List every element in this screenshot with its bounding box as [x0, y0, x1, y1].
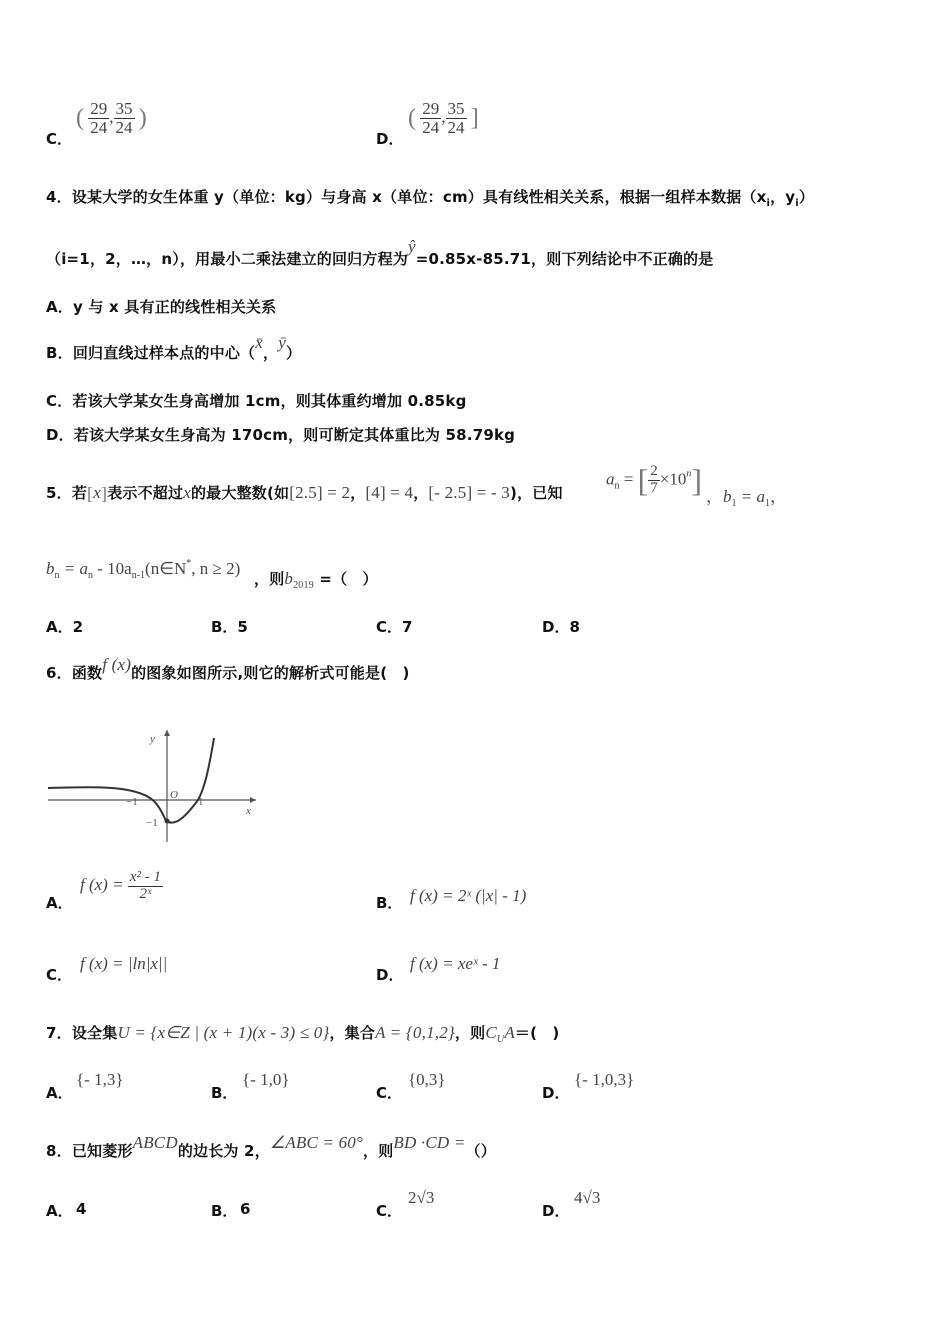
- subscript: 2019: [293, 580, 314, 591]
- fraction-numerator: x² - 1: [129, 869, 161, 885]
- question-6-option-d-expr: f (x) = xeˣ - 1: [410, 954, 501, 973]
- question-5-option-b: B．5: [211, 618, 248, 636]
- question-6-option-c-label: C．: [46, 966, 73, 984]
- subscript: 1: [764, 498, 770, 509]
- question-8-option-c-label: C．: [376, 1202, 403, 1220]
- question-5-stem-line1: 5．若[x]表示不超过x的最大整数(如[2.5] = 2，[4] = 4，[- 2.5] = - 3)，已知: [46, 483, 563, 504]
- b-symbol: b: [284, 569, 294, 588]
- question-6-option-b-label: B．: [376, 894, 403, 912]
- subscript: i: [766, 198, 771, 209]
- question-4-option-d: D．若该大学某女生身高为 170cm，则可断定其体重比为 58.79kg: [46, 426, 516, 444]
- question-8-option-d-label: D．: [542, 1202, 570, 1220]
- b-symbol: b: [723, 487, 732, 506]
- question-6-option-d-label: D．: [376, 966, 404, 984]
- equals-a: = a: [63, 559, 88, 578]
- a-symbol: a: [606, 469, 615, 489]
- text: 的最大整数(如: [190, 484, 290, 502]
- question-4-option-b: [46, 333, 302, 363]
- option-c-label: C．: [46, 130, 73, 148]
- fraction-numerator: 35: [447, 99, 465, 118]
- fraction-denominator: 2ˣ: [139, 885, 152, 902]
- text: 表示不超过: [107, 484, 184, 502]
- y-axis-arrow: [164, 730, 170, 736]
- question-4-option-a: A．y 与 x 具有正的线性相关关系: [46, 298, 277, 316]
- question-7-option-d-label: D．: [542, 1084, 570, 1102]
- question-4-stem-line1: [46, 186, 814, 209]
- subscript: U: [496, 1034, 505, 1045]
- question-5-option-c: C．7: [376, 618, 413, 636]
- question-8-option-c-value: 2√3: [408, 1188, 435, 1207]
- question-7-option-a-label: A．: [46, 1084, 73, 1102]
- right-paren: ): [138, 104, 147, 131]
- subscript: i: [795, 198, 799, 209]
- superscript: n: [686, 468, 692, 480]
- tick-label-neg1: −1: [126, 796, 138, 808]
- universal-set: U = {x∈Z | (x + 1)(x - 3) ≤ 0}: [117, 1023, 330, 1042]
- question-6-option-b-expr: f (x) = 2ˣ (|x| - 1): [410, 886, 527, 905]
- text: 6．函数: [46, 664, 103, 682]
- option-d-interval: ( $\frac{29}{24}$ , $\frac{35}{24}$ ]: [408, 99, 479, 137]
- text: ＝( ): [514, 1024, 560, 1042]
- left-paren: (: [76, 104, 84, 131]
- text: ）: [285, 344, 302, 362]
- question-8-option-a-value: 4: [76, 1200, 87, 1218]
- text: 4．设某大学的女生体重 y（单位：kg）与身高 x（单位：cm）具有线性相关关系，根据一组样本数据（x: [46, 188, 767, 206]
- question-8-option-b-label: B．: [211, 1202, 238, 1220]
- angle-abc: ∠ABC = 60°: [269, 1133, 364, 1152]
- equals-a: = a: [740, 487, 765, 506]
- text: ，则: [254, 570, 285, 588]
- question-6-stem: [46, 655, 410, 683]
- equals: =: [623, 469, 634, 489]
- y-hat: ŷ: [407, 237, 416, 256]
- x-axis-label: x: [246, 805, 251, 817]
- dot-product: BD ·CD =: [393, 1133, 466, 1152]
- text: =（ ）: [319, 570, 378, 588]
- question-5-ask: [254, 568, 378, 591]
- b-symbol: b: [46, 559, 55, 578]
- b-n-recurrence: [46, 558, 240, 581]
- f-equals: f (x) =: [80, 875, 124, 895]
- tick-label-1: 1: [198, 796, 204, 808]
- times-ten: ×10: [659, 469, 687, 489]
- option-c-interval: ( $\frac{29}{24}$ , $\frac{35}{24}$ ): [76, 99, 147, 137]
- question-4-stem-line2: [46, 237, 714, 269]
- text: ，y: [770, 188, 796, 206]
- x-axis-arrow: [250, 797, 256, 803]
- text: =0.85x-85.71，则下列结论中不正确的是: [415, 250, 714, 268]
- subscript: n: [614, 480, 620, 492]
- a-n-definition: $a_n$ = [ $\frac{2}{7}$ $\times 10^n$]: [606, 462, 702, 498]
- text: 的图象如图所示,则它的解析式可能是( ): [131, 664, 410, 682]
- text: （）: [465, 1142, 496, 1160]
- fraction-denominator: 24: [115, 117, 133, 137]
- fraction-numerator: 29: [422, 99, 440, 118]
- text: 8．已知菱形: [46, 1142, 133, 1160]
- function-graph: [46, 724, 266, 844]
- subscript: n: [87, 570, 93, 581]
- y-axis-label: y: [150, 733, 155, 745]
- intercept-point: [165, 819, 170, 824]
- question-6-option-a-label: A．: [46, 894, 73, 912]
- example-3: [- 2.5] = - 3: [428, 483, 511, 502]
- subscript: n-1: [131, 570, 146, 581]
- text: （i=1，2，…，n），用最小二乘法建立的回归方程为: [46, 250, 408, 268]
- question-7-option-c-label: C．: [376, 1084, 403, 1102]
- tick-label-y-neg1: −1: [146, 817, 158, 829]
- subscript: 1: [731, 498, 737, 509]
- question-5-option-d: D．8: [542, 618, 580, 636]
- left-paren: (: [408, 104, 416, 131]
- text: B．回归直线过样本点的中心（: [46, 344, 256, 362]
- function-f: f (x): [102, 655, 132, 674]
- question-7-option-c-value: {0,3}: [408, 1070, 446, 1089]
- text: )，已知: [510, 484, 563, 502]
- function-curve: [48, 738, 214, 823]
- example-1: [2.5] = 2: [289, 483, 351, 502]
- question-7-stem: [46, 1022, 559, 1045]
- question-6-option-c-expr: f (x) = |ln|x||: [80, 954, 168, 973]
- question-7-option-b-label: B．: [211, 1084, 238, 1102]
- question-8-option-d-value: 4√3: [574, 1188, 601, 1207]
- fraction-numerator: 2: [650, 463, 658, 480]
- fraction-denominator: 24: [90, 117, 108, 137]
- condition: (n∈N: [145, 559, 187, 578]
- subscript: n: [54, 570, 60, 581]
- question-4-option-c: C．若该大学某女生身高增加 1cm，则其体重约增加 0.85kg: [46, 392, 467, 410]
- x-bar: x̄: [255, 333, 263, 352]
- condition-end: , n ≥ 2): [191, 559, 241, 578]
- fraction-denominator: 7: [650, 480, 658, 496]
- right-bracket: ]: [470, 104, 479, 131]
- text: 7．设全集: [46, 1024, 118, 1042]
- question-7-option-d-value: {- 1,0,3}: [574, 1070, 635, 1089]
- complement-symbol: C: [485, 1023, 497, 1042]
- rhombus-name: ABCD: [132, 1133, 178, 1152]
- fraction-denominator: 24: [447, 117, 465, 137]
- y-bar: ȳ: [278, 333, 286, 352]
- question-6-option-a-expr: [80, 870, 163, 903]
- text: ，则: [363, 1142, 394, 1160]
- text: ，: [263, 344, 279, 362]
- text: 5．若: [46, 484, 88, 502]
- example-2: [4] = 4: [365, 483, 414, 502]
- text: 的边长为 2，: [177, 1142, 270, 1160]
- question-8-option-a-label: A．: [46, 1202, 73, 1220]
- b1-definition: ，$b_1 = a_1$，: [706, 487, 787, 509]
- question-8-stem: [46, 1133, 496, 1161]
- minus-ten-a: - 10a: [97, 559, 132, 578]
- fraction-numerator: 35: [115, 99, 133, 118]
- question-5-option-a: A．2: [46, 618, 84, 636]
- question-8-option-b-value: 6: [240, 1200, 251, 1218]
- set-a: A = {0,1,2}: [375, 1023, 455, 1042]
- text: ，则: [454, 1024, 486, 1042]
- math-x: x: [183, 483, 191, 502]
- question-7-option-b-value: {- 1,0}: [242, 1070, 290, 1089]
- text: ）: [798, 188, 815, 206]
- fraction-numerator: 29: [90, 99, 108, 118]
- origin-label: O: [170, 789, 178, 801]
- option-d-label: D．: [376, 130, 404, 148]
- math-x: x: [93, 483, 101, 502]
- question-7-option-a-value: {- 1,3}: [76, 1070, 124, 1089]
- text: ，集合: [329, 1024, 376, 1042]
- set-a-symbol: A: [504, 1023, 515, 1042]
- superscript: *: [186, 558, 192, 569]
- fraction-denominator: 24: [422, 117, 440, 137]
